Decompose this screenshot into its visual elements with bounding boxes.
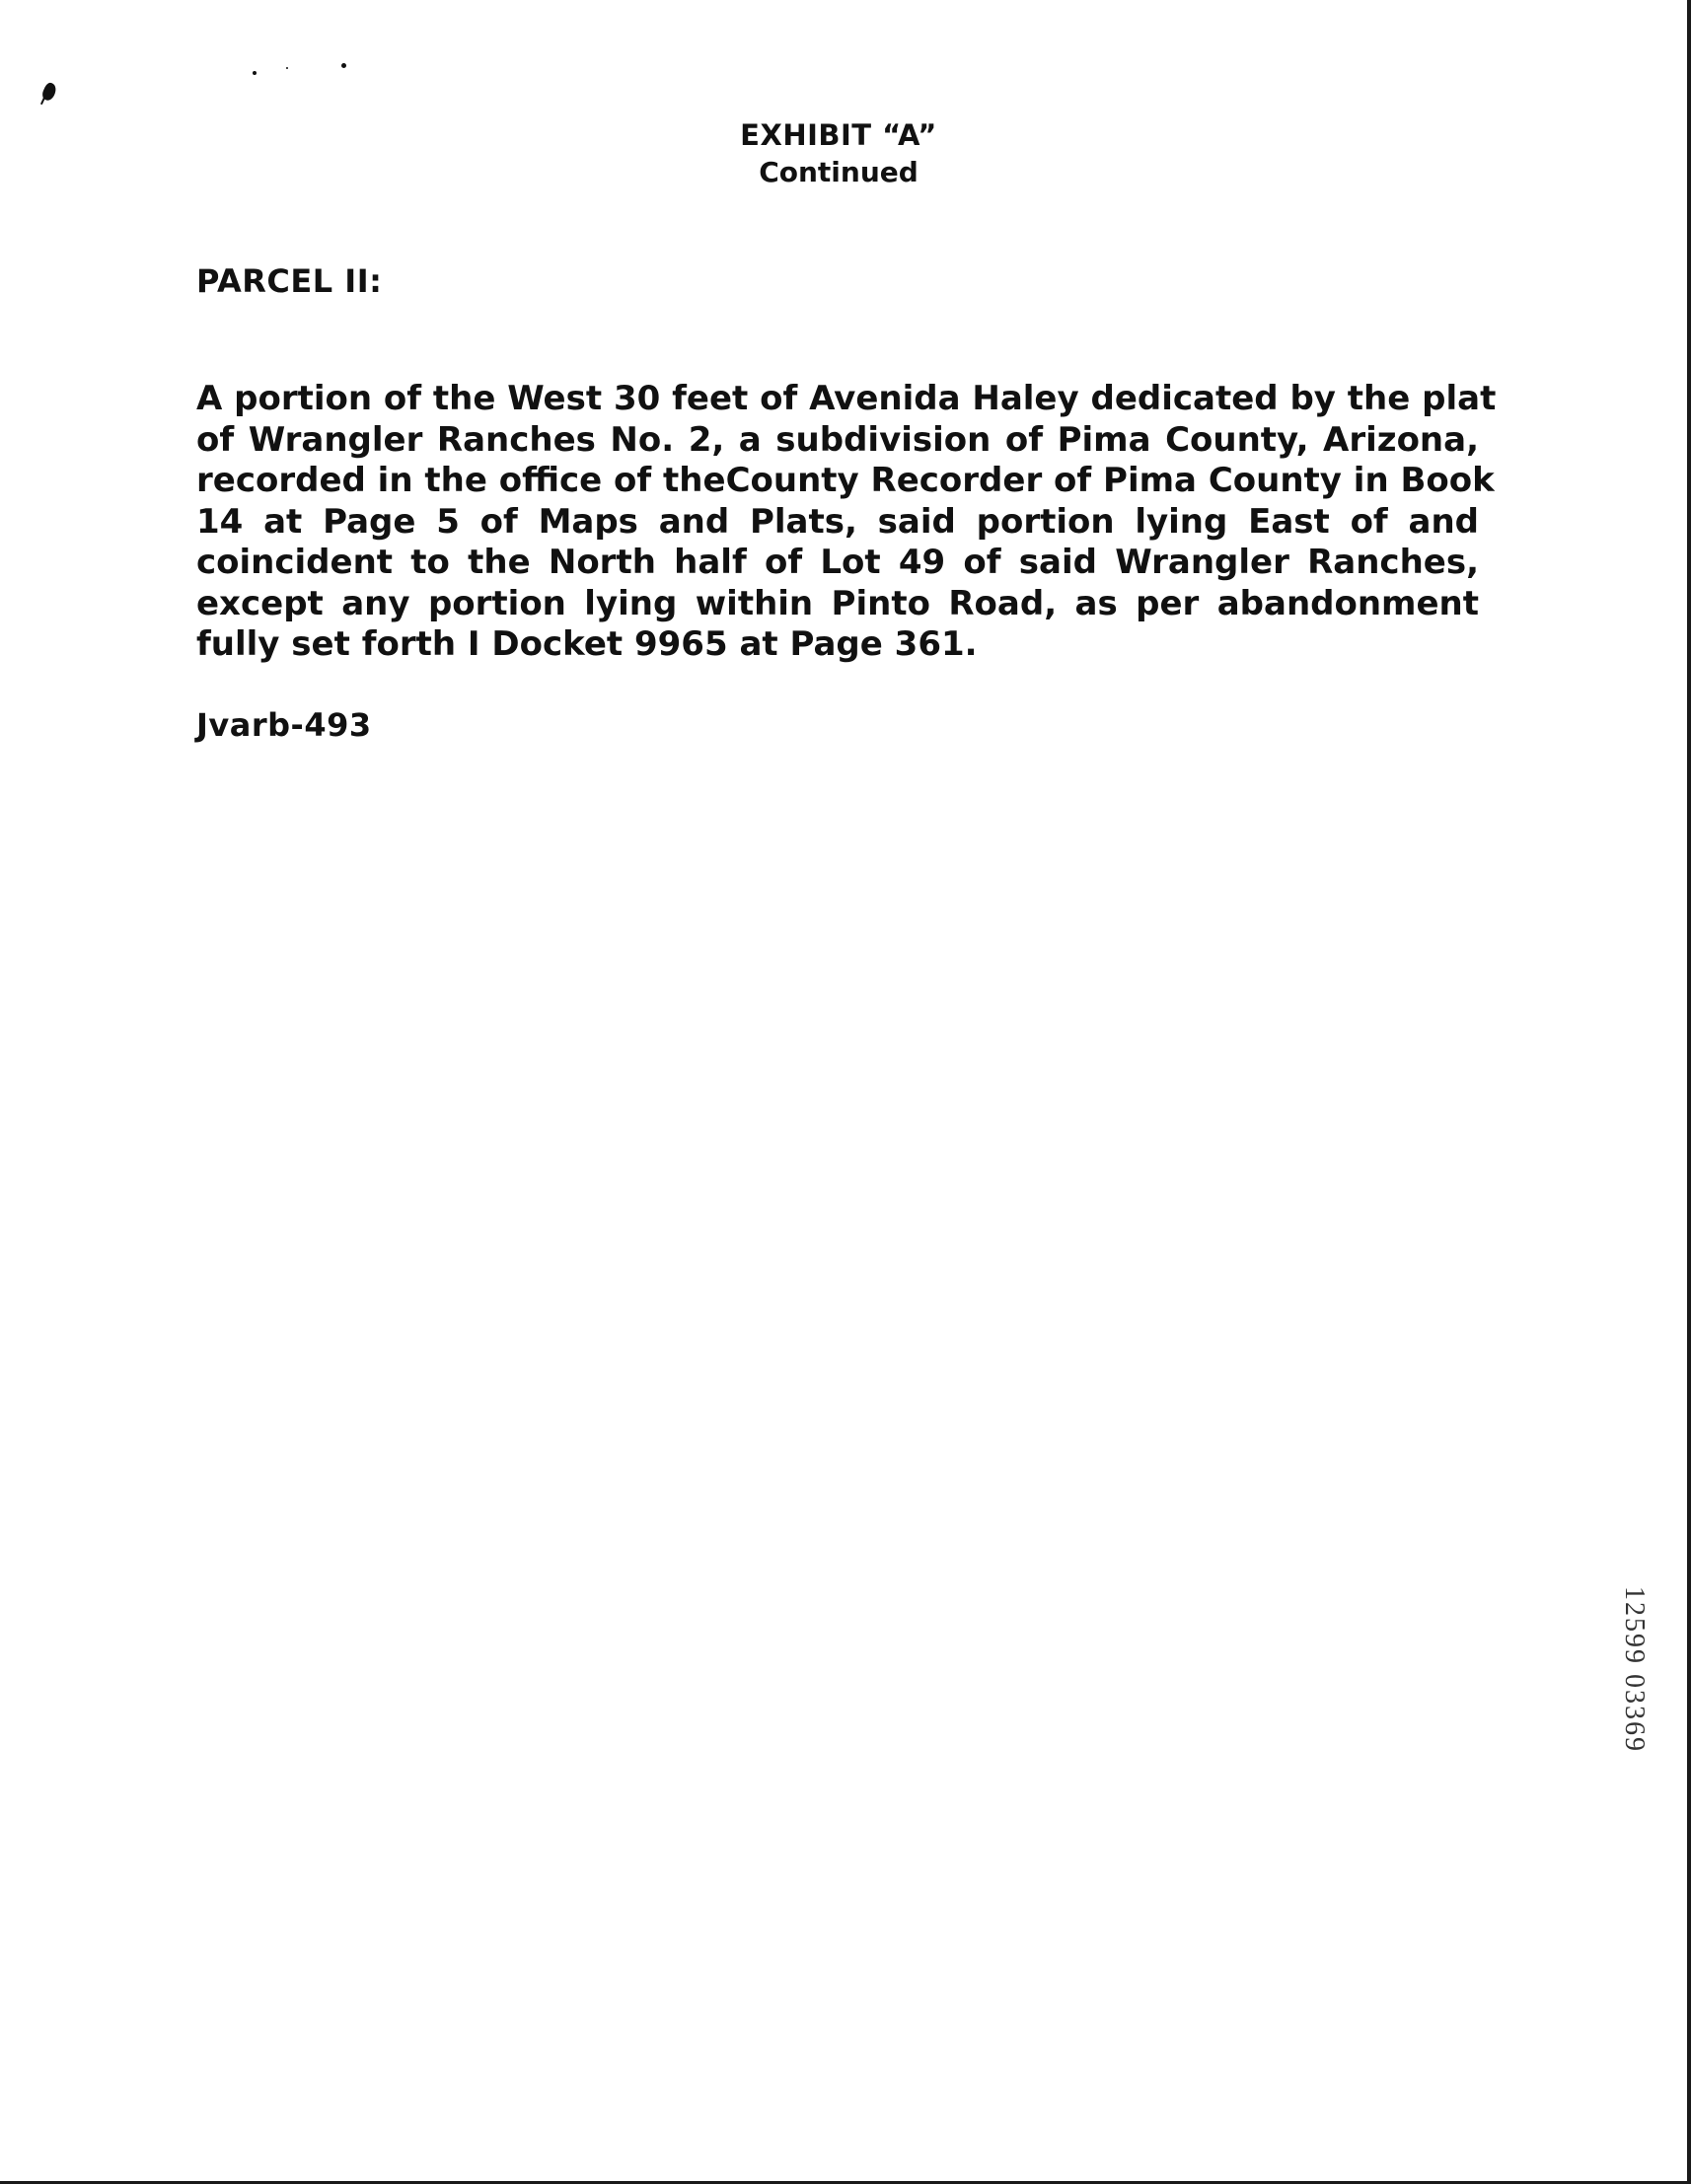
legal-line: of Wrangler Ranches No. 2, a subdivision of Pima County, Arizona, [196,419,1479,460]
page-edge-right [1687,0,1691,2184]
exhibit-title: EXHIBIT “A” [740,118,937,152]
document-reference: Jvarb-493 [196,706,372,744]
legal-description [196,379,1497,666]
scan-mark [40,81,58,102]
legal-line: except any portion lying within Pinto Road, as per abandonment [196,583,1479,623]
legal-line: A portion of the West 30 feet of Avenida Haley dedicated by the plat [196,379,1497,418]
legal-line: coincident to the North half of Lot 49 of said Wrangler Ranches, [196,543,1479,582]
exhibit-subtitle: Continued [759,156,919,188]
scan-speck [253,71,257,75]
parcel-heading: PARCEL II: [196,262,383,300]
recording-stamp [1616,1586,1650,1853]
legal-line: fully set forth I Docket 9965 at Page 361. [196,624,978,664]
legal-line: recorded in the office of theCounty Recorder of Pima County in Book [196,461,1495,500]
scan-speck [286,67,288,69]
scan-speck [341,63,346,68]
recording-stamp-number: 12599 03369 [1619,1586,1650,1753]
legal-line: 14 at Page 5 of Maps and Plats, said portion lying East of and [196,501,1479,542]
